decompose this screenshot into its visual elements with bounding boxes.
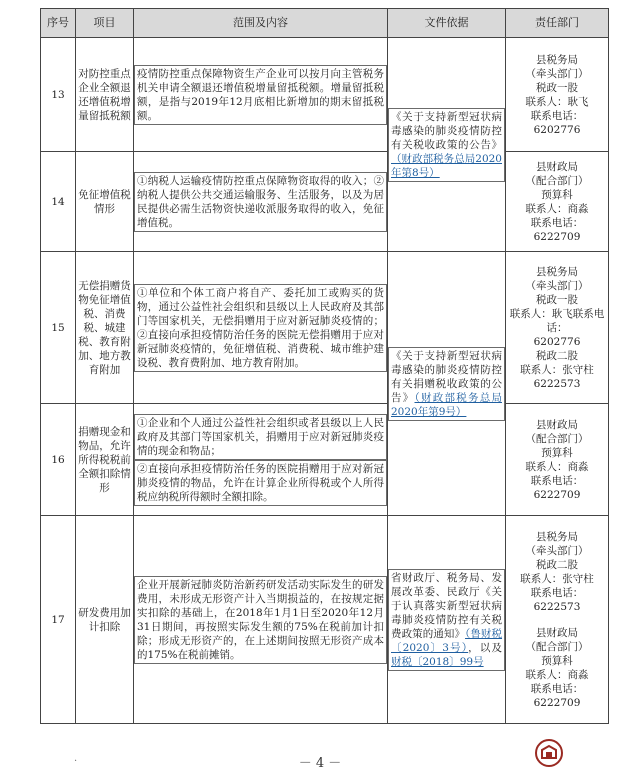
dept-phone: 6222709 xyxy=(533,230,581,243)
header-doc: 文件依据 xyxy=(388,9,506,38)
table-row-15 xyxy=(41,252,609,404)
row-number: 14 xyxy=(41,152,76,252)
doc-joiner: ，以及 xyxy=(468,641,503,654)
scope-content xyxy=(134,516,388,724)
doc-link-1[interactable]: （鲁财税〔2020〕3号） xyxy=(391,627,503,654)
dept-cell xyxy=(506,404,609,516)
item-name: 无偿捐赠货物免征增值税、消费税、城建税、教育附加、地方教育附加 xyxy=(76,252,134,404)
dept-role: （配合部门） xyxy=(525,174,589,187)
footer-dot: · xyxy=(74,756,78,767)
dept-sub-2: 预算科 xyxy=(541,654,573,667)
dept-cell xyxy=(506,516,609,724)
dept-phone: 6222709 xyxy=(533,488,581,501)
scope-content xyxy=(134,152,388,252)
dept-phone: 6202776 xyxy=(533,123,581,136)
doc-basis xyxy=(388,569,505,671)
scope-content xyxy=(134,252,388,404)
dept-contact: 联系人：张守柱 xyxy=(520,572,594,585)
doc-link[interactable]: （财政部税务总局2020年第8号） xyxy=(391,152,502,179)
doc-title: 《关于支持新型冠状病毒感染的肺炎疫情防控有关税收政策的公告》 xyxy=(391,110,502,151)
dept-phone-label: 联系电话： xyxy=(530,474,584,487)
row-number: 15 xyxy=(41,252,76,404)
dept-sub-2: 税政二股 xyxy=(536,349,578,362)
dept-sub: 税政一股 xyxy=(536,293,578,306)
scope-text-1: ①企业和个人通过公益性社会组织或者县级以上人民政府及其部门等国家机关，捐赠用于应对新冠肺炎疫情的现金和物品； xyxy=(134,414,387,460)
header-scope: 范围及内容 xyxy=(134,9,388,38)
table-row-17 xyxy=(41,516,609,724)
header-num: 序号 xyxy=(41,9,76,38)
scope-text: ①纳税人运输疫情防控重点保障物资取得的收入；②纳税人提供公共交通运输服务、生活服务，以及为居民提供必需生活物资快递收派服务取得的收入，免征增值税。 xyxy=(134,172,387,232)
dept-cell xyxy=(506,152,609,252)
dept-sub: 税政一股 xyxy=(536,81,578,94)
doc-link[interactable]: （财政部税务总局2020年第9号） xyxy=(391,391,502,418)
dept-name: 县税务局 xyxy=(536,530,578,543)
table-row-13 xyxy=(41,38,609,152)
dept-phone: 6222573 xyxy=(533,600,581,613)
dept-phone-2: 6222709 xyxy=(533,696,581,709)
dept-name: 县税务局 xyxy=(536,53,578,66)
dept-phone-label: 联系电话： xyxy=(530,216,584,229)
watermark-logo-icon xyxy=(534,738,564,768)
dept-contact-2: 联系人：张守柱 xyxy=(520,363,594,376)
dept-contact-2: 联系人：商淼 xyxy=(525,668,589,681)
table-row-14 xyxy=(41,152,609,252)
row-number: 13 xyxy=(41,38,76,152)
dept-role: （牵头部门） xyxy=(525,279,589,292)
dept-role: （牵头部门） xyxy=(525,544,589,557)
doc-title: 省财政厅、税务局、发展改革委、民政厅《关于认真落实新型冠状病毒肺炎疫情防控有关税费政策的通知》 xyxy=(391,571,502,640)
doc-title: 《关于支持新型冠状病毒感染的肺炎疫情防控有关捐赠税收政策的公告》 xyxy=(391,349,502,404)
dept-sub: 税政二股 xyxy=(536,558,578,571)
doc-basis xyxy=(388,347,505,421)
dept-role-2: （配合部门） xyxy=(525,640,589,653)
scope-text: 疫情防控重点保障物资生产企业可以按月向主管税务机关申请全额退还增值税增量留抵税额。增量留抵税额，是指与2019年12月底相比新增加的期末留抵税额。 xyxy=(134,65,387,125)
scope-content xyxy=(134,404,388,516)
dept-phone-label: 联系电话： xyxy=(530,586,584,599)
doc-basis xyxy=(388,108,505,182)
scope-text-2: ②直接向承担疫情防治任务的医院捐赠用于应对新冠肺炎疫情的物品，允许在计算企业所得税或个人所得税应纳税所得额时全额扣除。 xyxy=(134,460,387,506)
scope-content xyxy=(134,38,388,152)
item-name: 免征增值税情形 xyxy=(76,152,134,252)
item-name: 对防控重点企业全额退还增值税增量留抵税额 xyxy=(76,38,134,152)
scope-text: ①单位和个体工商户将自产、委托加工或购买的货物，通过公益性社会组织和县级以上人民政府及其部门等国家机关，无偿捐赠用于应对新冠肺炎疫情的；②直接向承担疫情防治任务的医院无偿捐赠用于应对新冠肺炎疫情的，免征增值税、消费税、城市维护建设税、教育费附加、地方教育附加。 xyxy=(134,284,387,372)
dept-phone-label: 联系电话： xyxy=(530,109,584,122)
doc-basis-cell xyxy=(388,516,506,724)
dept-cell xyxy=(506,38,609,152)
dept-role: （配合部门） xyxy=(525,432,589,445)
doc-link-2[interactable]: 财税〔2018〕99号 xyxy=(391,655,484,668)
dept-cell xyxy=(506,252,609,404)
item-name: 研发费用加计扣除 xyxy=(76,516,134,724)
dept-sub: 预算科 xyxy=(541,188,573,201)
dept-phone-label-2: 联系电话： xyxy=(530,682,584,695)
header-item: 项目 xyxy=(76,9,134,38)
dept-name: 县财政局 xyxy=(536,160,578,173)
policy-table xyxy=(40,8,609,724)
dept-contact: 联系人：商淼 xyxy=(525,460,589,473)
dept-contact: 联系人：商淼 xyxy=(525,202,589,215)
item-name: 捐赠现金和物品，允许所得税税前全额扣除情形 xyxy=(76,404,134,516)
doc-basis-cell xyxy=(388,252,506,516)
row-number: 16 xyxy=(41,404,76,516)
header-dept: 责任部门 xyxy=(506,9,609,38)
scope-text: 企业开展新冠肺炎防治新药研发活动实际发生的研发费用，未形成无形资产计入当期损益的，在按规定据实扣除的基础上，在2018年1月1日至2020年12月31日期间，再按照实际发生额的75%在税前加计扣除；形成无形资产的，在上述期间按照无形资产成本的175%在税前摊销。 xyxy=(134,576,387,664)
dept-role: （牵头部门） xyxy=(525,67,589,80)
dept-contact: 联系人：耿飞 xyxy=(525,95,589,108)
dept-name: 县财政局 xyxy=(536,418,578,431)
table-header-row xyxy=(41,9,609,38)
table-row-16 xyxy=(41,404,609,516)
dept-phone: 6202776 xyxy=(533,335,581,348)
dept-contact: 联系人：耿飞联系电话： xyxy=(509,307,605,334)
row-number: 17 xyxy=(41,516,76,724)
dept-phone-2: 6222573 xyxy=(533,377,581,390)
dept-sub: 预算科 xyxy=(541,446,573,459)
dept-name: 县税务局 xyxy=(536,265,578,278)
page-number: － 4 － xyxy=(298,756,342,771)
dept-name-2: 县财政局 xyxy=(536,626,578,639)
doc-basis-cell xyxy=(388,38,506,252)
